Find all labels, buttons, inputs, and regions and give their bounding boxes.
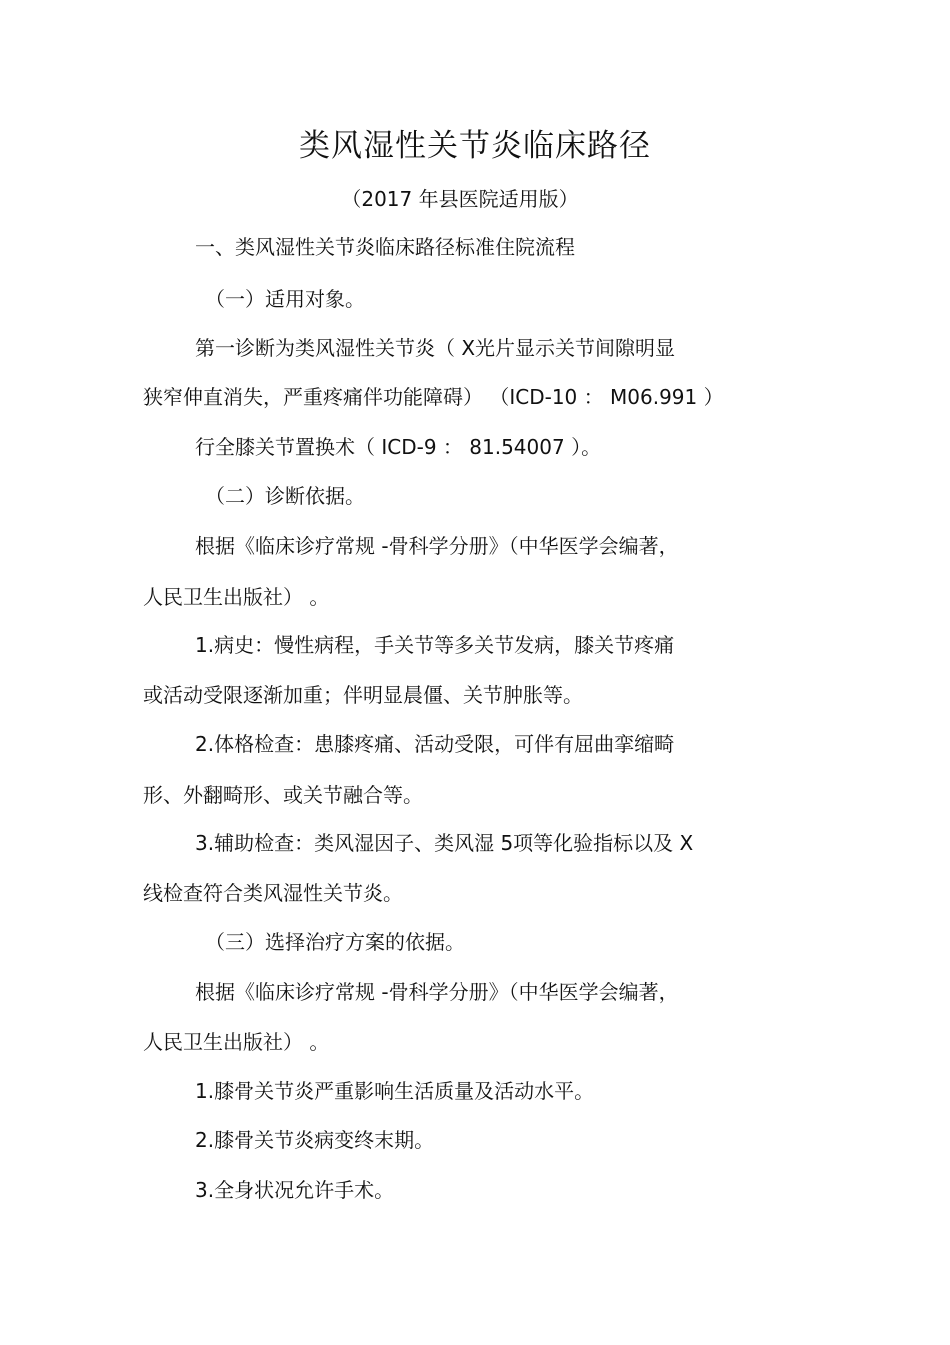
- subsection-heading: （二）诊断依据。: [205, 484, 365, 508]
- subsection-heading: （三）选择治疗方案的依据。: [205, 930, 465, 954]
- paragraph-line: 人民卫生出版社） 。: [143, 585, 330, 609]
- paragraph-line: 2.膝骨关节炎病变终末期。: [195, 1128, 435, 1152]
- paragraph-line: 人民卫生出版社） 。: [143, 1030, 330, 1054]
- paragraph-line: 或活动受限逐渐加重；伴明显晨僵、关节肿胀等。: [143, 683, 583, 707]
- paragraph-line: 行全膝关节置换术（ ICD-9 ： 81.54007 ）。: [195, 435, 602, 459]
- paragraph-line: 根据《临床诊疗常规 -骨科学分册》（中华医学会编著，: [195, 980, 679, 1004]
- paragraph-line: 线检查符合类风湿性关节炎。: [143, 881, 403, 905]
- paragraph-line: 第一诊断为类风湿性关节炎（ X光片显示关节间隙明显: [195, 336, 676, 360]
- paragraph-line: 1.病史：慢性病程，手关节等多关节发病，膝关节疼痛: [195, 633, 675, 657]
- paragraph-line: 形、外翻畸形、或关节融合等。: [143, 783, 423, 807]
- paragraph-line: 狭窄伸直消失，严重疼痛伴功能障碍） （ICD-10 ： M06.991 ）: [143, 385, 724, 409]
- document-title: 类风湿性关节炎临床路径: [299, 128, 651, 164]
- paragraph-line: 3.辅助检查：类风湿因子、类风湿 5项等化验指标以及 X: [195, 831, 694, 855]
- subsection-heading: （一）适用对象。: [205, 287, 365, 311]
- paragraph-line: 1.膝骨关节炎严重影响生活质量及活动水平。: [195, 1079, 595, 1103]
- document-subtitle: （2017 年县医院适用版）: [341, 187, 579, 211]
- section-heading: 一、类风湿性关节炎临床路径标准住院流程: [195, 235, 575, 259]
- paragraph-line: 3.全身状况允许手术。: [195, 1178, 395, 1202]
- paragraph-line: 2.体格检查：患膝疼痛、活动受限，可伴有屈曲挛缩畸: [195, 732, 675, 756]
- paragraph-line: 根据《临床诊疗常规 -骨科学分册》（中华医学会编著，: [195, 534, 679, 558]
